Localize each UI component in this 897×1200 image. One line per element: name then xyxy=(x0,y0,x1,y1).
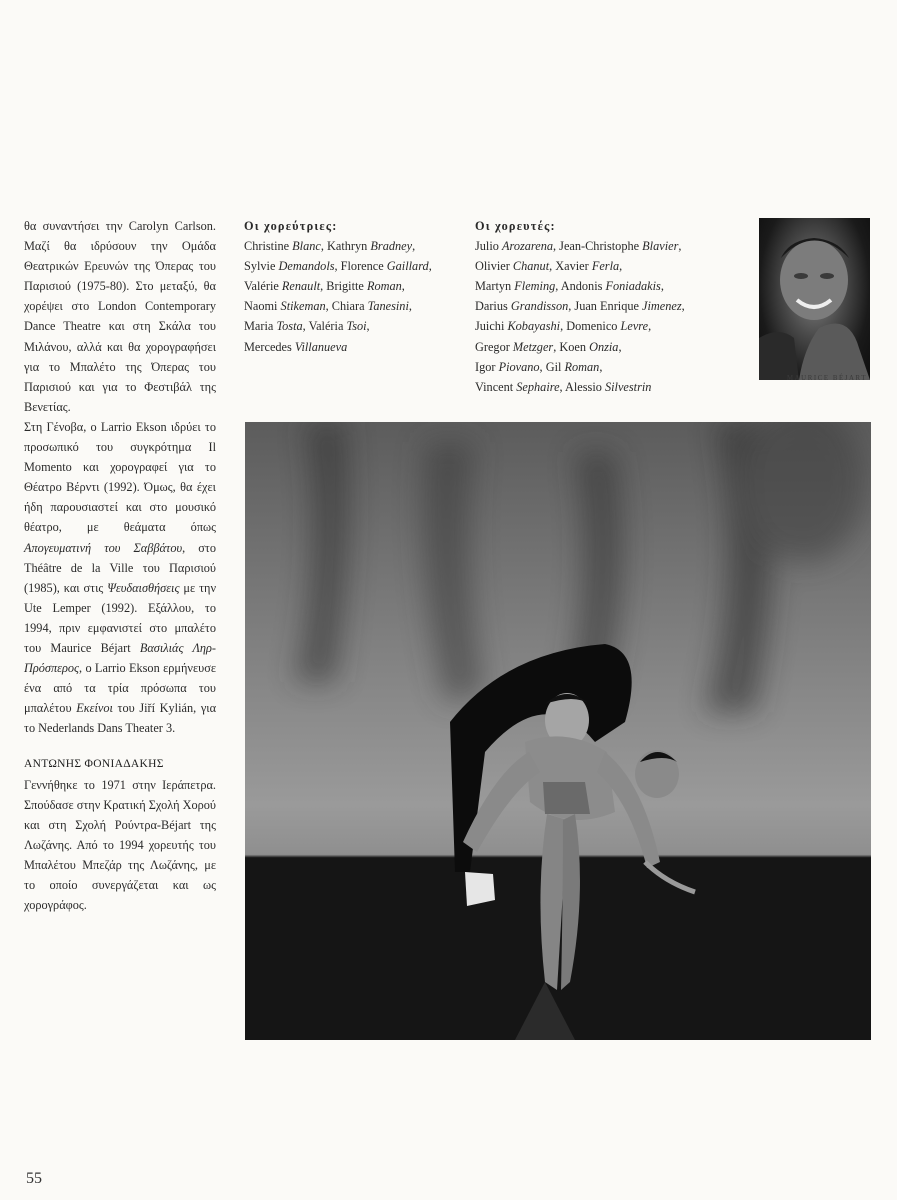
dancer-surname: Fleming xyxy=(514,279,556,294)
dancer-given-name: , Xavier xyxy=(549,259,592,274)
dancer-given-name: , xyxy=(428,259,432,274)
dancer-given-name: Igor xyxy=(475,359,499,374)
bio-heading: ΑΝΤΩΝΗΣ ΦΟΝΙΑΔΑΚΗΣ xyxy=(24,758,164,771)
female-dancers-list xyxy=(244,216,454,357)
male-dancers-list xyxy=(475,216,725,397)
dancer-surname: Chanut xyxy=(512,259,550,274)
paragraph-carlson xyxy=(24,216,216,417)
dancer-given-name: , xyxy=(619,259,623,274)
dancer-surname: Kobayashi xyxy=(507,319,561,334)
dancer-line xyxy=(244,337,454,357)
female-dancers-heading: Οι χορεύτριες: xyxy=(244,219,338,233)
dancer-surname: Grandisson xyxy=(510,299,569,314)
dancer-given-name: , Alessio xyxy=(559,379,605,394)
dancer-surname: Demandols xyxy=(278,259,335,274)
dancer-given-name: Christine xyxy=(244,239,293,254)
bio-text: Γεννήθηκε το 1971 στην Ιεράπετρα. Σπούδασε στην Κρατική Σχολή Χορού και στη Σχολή Ρούντρα-Béjart της Λωζάνης. Από το 1994 χορευτής του Μπαλέτου Μπεζάρ της Λωζάνης, με το οποίο συνεργάζεται και ως χορογράφος. xyxy=(24,777,217,913)
dancer-line xyxy=(475,236,725,256)
left-text-column xyxy=(24,216,216,915)
dancer-given-name: Julio xyxy=(475,239,502,254)
dancer-line xyxy=(244,236,454,256)
dancer-line xyxy=(244,296,454,316)
dancer-line xyxy=(244,316,454,336)
dancer-given-name: , xyxy=(408,299,412,314)
dancer-given-name: Sylvie xyxy=(244,259,279,274)
portrait-photo xyxy=(759,218,870,380)
dancer-given-name: , xyxy=(412,239,416,254)
dancer-given-name: , xyxy=(599,359,603,374)
dancer-given-name: Valérie xyxy=(244,279,282,294)
dancer-names xyxy=(475,236,725,397)
dancer-given-name: , xyxy=(678,239,682,254)
dancer-given-name: , Andonis xyxy=(555,279,606,294)
dancer-given-name: , xyxy=(681,299,685,314)
dancer-surname: Gaillard xyxy=(386,259,429,274)
portrait-caption: MAURICE BÉJART xyxy=(787,375,867,382)
paragraph-text: , στο Théâtre de la Ville του Παρισιού (1985), και στις xyxy=(24,540,216,595)
dancer-surname: Metzger xyxy=(512,339,554,354)
dancer-given-name: , Gil xyxy=(539,359,565,374)
male-dancers-heading: Οι χορευτές: xyxy=(475,219,556,233)
dancer-given-name: Mercedes xyxy=(244,339,295,354)
dancer-given-name: Maria xyxy=(244,319,277,334)
dancer-surname: Foniadakis xyxy=(605,279,661,294)
dancer-given-name: Juichi xyxy=(475,319,508,334)
dancer-given-name: Gregor xyxy=(475,339,513,354)
dancer-given-name: Vincent xyxy=(475,379,517,394)
dancer-surname: Tanesini xyxy=(367,299,409,314)
dancer-line xyxy=(244,276,454,296)
dancer-given-name: , xyxy=(648,319,652,334)
dancer-names xyxy=(244,236,454,357)
dancer-line xyxy=(475,276,725,296)
dancer-given-name: Darius xyxy=(475,299,511,314)
work-title: Εκείνοι xyxy=(76,701,113,716)
dancer-line xyxy=(475,316,725,336)
dancer-given-name: , Koen xyxy=(553,339,590,354)
dancer-given-name: , Jean-Christophe xyxy=(553,239,643,254)
dancer-given-name: , Domenico xyxy=(560,319,621,334)
dancer-surname: Ferla xyxy=(591,259,620,274)
paragraph-text: του Jiří Kylián, για το Nederlands Dans Theater 3. xyxy=(24,701,217,736)
dancer-given-name: , Juan Enrique xyxy=(568,299,643,314)
dancer-surname: Stikeman xyxy=(280,299,326,314)
dancer-given-name: , xyxy=(366,319,370,334)
dancer-surname: Blanc xyxy=(292,239,321,254)
dancer-given-name: , Chiara xyxy=(325,299,368,314)
dancer-surname: Jimenez xyxy=(642,299,682,314)
work-title: Απογευματινή του Σαββάτου xyxy=(24,540,183,555)
dancer-given-name: , xyxy=(660,279,664,294)
dancer-surname: Levre xyxy=(620,319,649,334)
dancer-surname: Blavier xyxy=(642,239,679,254)
dancer-given-name: , xyxy=(618,339,622,354)
dancer-surname: Tsoi xyxy=(346,319,367,334)
dancer-surname: Sephaire xyxy=(516,379,560,394)
paragraph-ekson xyxy=(24,417,216,739)
dancer-line xyxy=(475,296,725,316)
dancer-surname: Arozarena xyxy=(502,239,554,254)
dancer-given-name: , xyxy=(401,279,405,294)
dance-photograph xyxy=(245,422,871,1040)
dancer-given-name: Olivier xyxy=(475,259,513,274)
dancer-given-name: , Kathryn xyxy=(320,239,371,254)
dancer-surname: Roman xyxy=(564,359,600,374)
dancer-given-name: Martyn xyxy=(475,279,515,294)
dancer-surname: Bradney xyxy=(370,239,413,254)
dancer-surname: Villanueva xyxy=(294,339,348,354)
dancer-given-name: Naomi xyxy=(244,299,281,314)
dancer-given-name: , Valéria xyxy=(302,319,347,334)
dancer-surname: Silvestrin xyxy=(604,379,652,394)
paragraph-text: , ο Larrio Ekson ερμήνευσε ένα από τα τρία πρόσωπα του μπαλέτου xyxy=(24,661,216,716)
paragraph-text: θα συναντήσει την Carolyn Carlson. Μαζί θα ιδρύσουν την Ομάδα Θεατρικών Ερευνών της Όπερας του Παρισιού (1975-80). Στο μεταξύ, θα χορέψει στο London Contemporary Dance Theatre και στη Σκάλα του Μιλάνου, αλλά και θα χορογραφήσει για το Μπαλέτο της Όπερας του Παρισιού και για το Φεστιβάλ της Βενετίας. xyxy=(24,219,216,414)
dancer-surname: Renault xyxy=(281,279,321,294)
work-title: Βασιλιάς Ληρ-Πρόσπερος xyxy=(24,640,216,676)
dancer-surname: Tosta xyxy=(276,319,303,334)
dancer-given-name: , Brigitte xyxy=(320,279,367,294)
dancer-surname: Roman xyxy=(366,279,402,294)
dancer-line xyxy=(475,256,725,276)
paragraph-text: Στη Γένοβα, ο Larrio Ekson ιδρύει το προσωπικό του συγκρότημα Il Momento και χορογραφεί για το Θέατρο Βέρντι (1992). Όμως, θα έχει ήδη παρουσιαστεί και στο μουσικό θέατρο, με θεάματα όπως xyxy=(24,419,216,535)
dancer-given-name: , Florence xyxy=(334,259,387,274)
dancer-line xyxy=(244,256,454,276)
dancer-line xyxy=(475,337,725,357)
page-number: 55 xyxy=(26,1170,42,1187)
work-title: Ψευδαισθήσεις xyxy=(107,580,180,595)
paragraph-text: με την Ute Lemper (1992). Εξάλλου, το 1994, πριν εμφανιστεί στο μπαλέτο του Maurice Béjart xyxy=(24,580,216,655)
dancer-surname: Onzia xyxy=(589,339,619,354)
dancer-line xyxy=(475,377,725,397)
dancer-line xyxy=(475,357,725,377)
dancer-surname: Piovano xyxy=(498,359,540,374)
